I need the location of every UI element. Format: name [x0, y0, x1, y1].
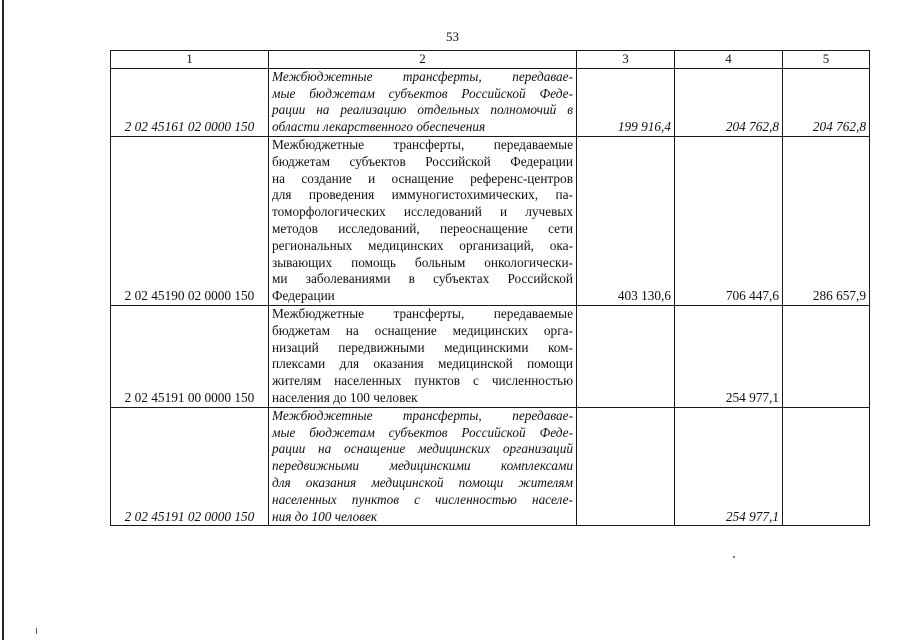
amount-cell-5: [783, 407, 870, 526]
description-line: томорфологических исследований и лучевых: [272, 204, 573, 220]
amount-cell-3: [577, 407, 675, 526]
amount-cell-4: 254 977,1: [675, 407, 783, 526]
scan-edge-line: [2, 0, 4, 640]
description-line: зывающих помощь больным онкологически-: [272, 254, 573, 270]
amount-cell-4: 706 447,6: [675, 136, 783, 305]
description-cell: [269, 305, 577, 407]
header-row: [111, 51, 870, 69]
budget-code-cell: 2 02 45191 02 0000 150: [111, 407, 269, 526]
column-header-5: 5: [783, 51, 870, 69]
amount-cell-5: 204 762,8: [783, 68, 870, 136]
description-line: плексами для оказания медицинской помощи: [272, 356, 573, 372]
table-row: [111, 305, 870, 407]
table-row: [111, 68, 870, 136]
page-number: 53: [446, 29, 459, 44]
description-line: ми заболеваниями в субъектах Российской: [272, 271, 573, 287]
description-line: для оказания медицинской помощи жителям: [272, 474, 573, 490]
amount-cell-4: 204 762,8: [675, 68, 783, 136]
description-cell: [269, 136, 577, 305]
description-line: низаций передвижными медицинскими ком-: [272, 339, 573, 355]
description-line: Межбюджетные трансферты, передаваемые: [272, 305, 573, 321]
amount-cell-5: 286 657,9: [783, 136, 870, 305]
column-header-2: 2: [269, 51, 577, 69]
budget-code-cell: 2 02 45190 02 0000 150: [111, 136, 269, 305]
description-line: методов исследований, переоснащение сети: [272, 220, 573, 236]
description-line: рации на оснащение медицинских организаций: [272, 441, 573, 457]
table-row: [111, 136, 870, 305]
description-cell: [269, 407, 577, 526]
amount-cell-3: 199 916,4: [577, 68, 675, 136]
description-cell: [269, 68, 577, 136]
description-line: области лекарственного обеспечения: [272, 119, 486, 135]
budget-table: [110, 50, 870, 526]
description-line: бюджетам на оснащение медицинских орга-: [272, 322, 573, 338]
amount-cell-4: 254 977,1: [675, 305, 783, 407]
budget-code-cell: 2 02 45161 02 0000 150: [111, 68, 269, 136]
description-line: населенных пунктов с численностью населе-: [272, 491, 573, 507]
scan-speck: [36, 628, 37, 634]
amount-cell-3: 403 130,6: [577, 136, 675, 305]
description-line: передвижными медицинскими комплексами: [272, 458, 573, 474]
column-header-4: 4: [675, 51, 783, 69]
description-line: ния до 100 человек: [272, 508, 378, 524]
scan-speck: [733, 556, 735, 558]
description-line: мые бюджетам субъектов Российской Феде-: [272, 424, 573, 440]
description-line: Межбюджетные трансферты, передавае-: [272, 407, 573, 423]
description-line: на создание и оснащение референс-центров: [272, 170, 573, 186]
amount-cell-5: [783, 305, 870, 407]
table-row: [111, 407, 870, 526]
description-line: населения до 100 человек: [272, 389, 418, 405]
description-line: жителям населенных пунктов с численностью: [272, 373, 573, 389]
amount-cell-3: [577, 305, 675, 407]
budget-code-cell: 2 02 45191 00 0000 150: [111, 305, 269, 407]
column-header-3: 3: [577, 51, 675, 69]
description-line: Межбюджетные трансферты, передаваемые: [272, 136, 573, 152]
description-line: мые бюджетам субъектов Российской Феде-: [272, 85, 573, 101]
description-line: рации на реализацию отдельных полномочий в: [272, 102, 573, 118]
description-line: Федерации: [272, 288, 335, 304]
column-header-1: 1: [111, 51, 269, 69]
description-line: для проведения иммуногистохимических, па-: [272, 187, 573, 203]
description-line: бюджетам субъектов Российской Федерации: [272, 153, 573, 169]
description-line: региональных медицинских организаций, ока-: [272, 237, 573, 253]
description-line: Межбюджетные трансферты, передавае-: [272, 68, 573, 84]
